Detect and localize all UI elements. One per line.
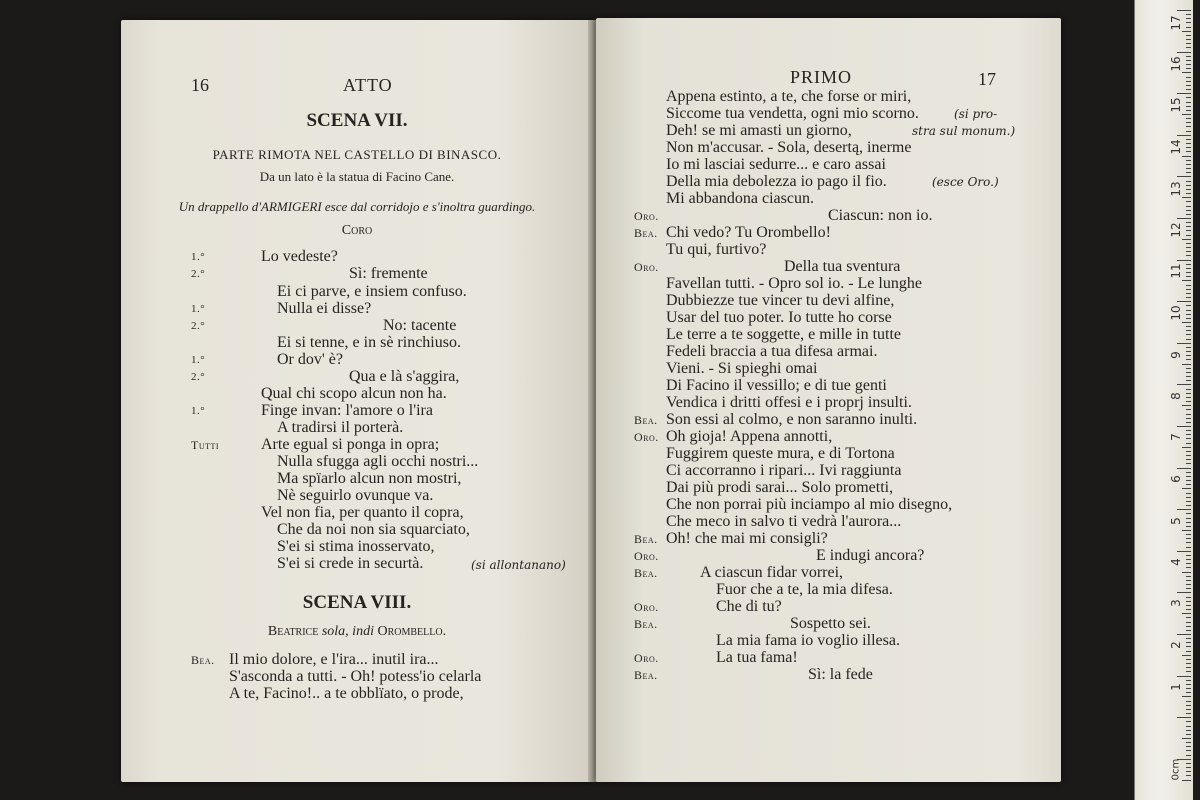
verse-line: Dubbiezze tue vincer tu devi alfine, [666, 292, 895, 309]
ruler-tick [1186, 285, 1191, 286]
verse-line: Sì: fremente [349, 265, 428, 282]
speaker-label: Oro. [634, 549, 659, 563]
ruler-tick [1182, 530, 1191, 531]
speaker-label: Bea. [634, 617, 658, 631]
ruler-label: 10 [1169, 305, 1183, 321]
verse-line: La tua fama! [716, 649, 798, 666]
ruler-tick [1186, 60, 1191, 61]
verse-line: Non m'accusar. - Sola, desertą, inerme [666, 139, 912, 156]
ruler-tick [1186, 193, 1191, 194]
ruler-label: 6 [1169, 475, 1183, 483]
ruler-tick [1186, 359, 1191, 360]
ruler-tick [1186, 476, 1191, 477]
ruler-tick [1186, 588, 1191, 589]
ruler-tick [1186, 314, 1191, 315]
ruler-tick [1182, 405, 1191, 406]
ruler-tick [1186, 526, 1191, 527]
ruler-label: 12 [1169, 222, 1183, 238]
ruler-tick [1186, 701, 1191, 702]
ruler-tick [1186, 118, 1191, 119]
ruler-tick [1186, 389, 1191, 390]
ruler-tick [1186, 409, 1191, 410]
ruler-tick [1186, 422, 1191, 423]
ruler-tick [1186, 305, 1191, 306]
right-page [596, 18, 1061, 782]
ruler-tick [1186, 534, 1191, 535]
ruler-tick [1186, 272, 1191, 273]
ruler-tick [1186, 771, 1191, 772]
ruler-tick [1186, 597, 1191, 598]
ruler-tick [1186, 355, 1191, 356]
ruler-tick [1186, 626, 1191, 627]
verse-line: S'ei si stima inosservato, [277, 538, 435, 555]
verse-line: Chi vedo? Tu Orombello! [666, 224, 831, 241]
ruler-tick [1186, 64, 1191, 65]
ruler-tick [1186, 334, 1191, 335]
ruler-tick [1186, 480, 1191, 481]
ruler-tick [1182, 696, 1191, 697]
ruler-label: 5 [1169, 517, 1183, 525]
ruler-tick [1186, 692, 1191, 693]
speaker-label: Oro. [634, 600, 659, 614]
ruler-tick [1186, 68, 1191, 69]
speaker-label: Bea. [634, 226, 658, 240]
ruler-label: 9 [1169, 351, 1183, 359]
ruler-label: 13 [1169, 181, 1183, 197]
verse-line: Nè seguirlo ovunque va. [277, 487, 434, 504]
ruler-tick [1186, 168, 1191, 169]
verse-line: Che di tu? [716, 598, 782, 615]
ruler-tick [1186, 680, 1191, 681]
speaker-label: Oro. [634, 260, 659, 274]
ruler-tick [1186, 746, 1191, 747]
ruler-tick [1186, 339, 1191, 340]
ruler-tick [1186, 443, 1191, 444]
ruler-tick [1186, 368, 1191, 369]
stage-direction: Un drappello d'ARMIGERI esce dal corridojo e s'inoltra guardingo. [178, 199, 536, 214]
ruler-label: 3 [1169, 599, 1183, 607]
ruler-tick [1186, 505, 1191, 506]
ruler-tick [1186, 81, 1191, 82]
verse-line: Finge invan: l'amore o l'ira [261, 402, 433, 419]
speaker-label: 2.° [191, 371, 206, 383]
speaker-label: 1.° [191, 303, 206, 315]
ruler-label: 16 [1169, 56, 1183, 72]
ruler-tick [1186, 609, 1191, 610]
ruler-tick [1186, 542, 1191, 543]
ruler-tick [1177, 10, 1191, 11]
ruler-tick [1186, 659, 1191, 660]
stage-direction [121, 623, 593, 641]
ruler-tick [1186, 563, 1191, 564]
ruler-tick [1186, 126, 1191, 127]
verse-line: Le terre a te soggette, e mille in tutte [666, 326, 902, 343]
speaker-label: 1.° [191, 405, 206, 417]
ruler-tick [1182, 613, 1191, 614]
speaker-label: 1.° [191, 354, 206, 366]
ruler-tick [1186, 617, 1191, 618]
ruler-tick [1186, 376, 1191, 377]
verse-line: S'ei si crede in securtà. [277, 555, 424, 572]
page-number: 16 [191, 75, 209, 95]
ruler-tick [1186, 763, 1191, 764]
ruler-tick [1186, 293, 1191, 294]
ruler-label: 14 [1169, 139, 1183, 155]
verse-line: Sì: la fede [808, 666, 873, 683]
verse-line: Mi abbandona ciascun. [666, 190, 814, 207]
ruler-tick [1186, 638, 1191, 639]
ruler-tick [1182, 280, 1191, 281]
ruler-tick [1186, 750, 1191, 751]
ruler-tick [1186, 181, 1191, 182]
verse-line: Che da noi non sia squarciato, [277, 521, 470, 538]
ruler-tick [1186, 380, 1191, 381]
verse-line: Ma spïarlo alcun non mostri, [277, 470, 462, 487]
verse-line: Qua e là s'aggira, [349, 368, 460, 385]
verse-line: Son essi al colmo, e non saranno inulti. [666, 411, 918, 428]
verse-line: Ei si tenne, e in sè rinchiuso. [277, 334, 461, 351]
ruler-tick [1186, 206, 1191, 207]
ruler-tick [1186, 397, 1191, 398]
ruler-tick [1186, 418, 1191, 419]
ruler-tick [1182, 322, 1191, 323]
ruler-tick [1186, 147, 1191, 148]
ruler-tick [1186, 151, 1191, 152]
ruler-tick [1186, 27, 1191, 28]
ruler-tick [1186, 89, 1191, 90]
ruler-tick [1186, 47, 1191, 48]
ruler-tick [1186, 56, 1191, 57]
ruler-tick [1186, 43, 1191, 44]
ruler-tick [1186, 630, 1191, 631]
ruler-tick [1186, 438, 1191, 439]
ruler-tick [1186, 318, 1191, 319]
ruler-tick [1186, 77, 1191, 78]
verse-line: Ei ci parve, e insiem confuso. [277, 283, 467, 300]
ruler-tick [1186, 538, 1191, 539]
ruler-tick [1186, 35, 1191, 36]
ruler-tick [1186, 414, 1191, 415]
ruler-tick [1186, 646, 1191, 647]
speaker-label: Bea. [634, 566, 658, 580]
ruler-tick [1186, 734, 1191, 735]
verse-line: Lo vedeste? [261, 248, 338, 265]
speaker-label: 2.° [191, 320, 206, 332]
ruler-tick [1186, 730, 1191, 731]
ruler-tick [1182, 364, 1191, 365]
ruler-tick [1186, 255, 1191, 256]
ruler-tick [1186, 430, 1191, 431]
verse-line: Tu qui, furtivo? [666, 241, 767, 258]
verse-line: Nulla ei disse? [277, 300, 372, 317]
ruler-tick [1186, 201, 1191, 202]
ruler-tick [1182, 114, 1191, 115]
ruler-tick [1186, 230, 1191, 231]
ruler-tick [1186, 459, 1191, 460]
stage-direction: (si pro- [954, 107, 998, 121]
ruler-tick [1182, 738, 1191, 739]
scene-setting: PARTE RIMOTA NEL CASTELLO DI BINASCO. [212, 147, 502, 162]
ruler-tick [1186, 160, 1191, 161]
ruler-label: 4 [1169, 558, 1183, 566]
running-head: ATTO [343, 75, 393, 95]
running-head: PRIMO [790, 67, 853, 87]
ruler-tick [1186, 143, 1191, 144]
verse-line: Deh! se mi amasti un giorno, [666, 122, 852, 139]
ruler-tick [1186, 484, 1191, 485]
ruler-tick [1186, 472, 1191, 473]
ruler-tick [1186, 567, 1191, 568]
ruler-tick [1186, 663, 1191, 664]
ruler-tick [1186, 131, 1191, 132]
verse-line: Ciascun: non io. [828, 207, 933, 224]
ruler-tick [1186, 226, 1191, 227]
ruler-tick [1186, 667, 1191, 668]
ruler-tick [1186, 580, 1191, 581]
verse-line: Fuggirem queste mura, e di Tortona [666, 445, 895, 462]
ruler-tick [1186, 671, 1191, 672]
ruler-tick [1186, 684, 1191, 685]
verse-line: A ciascun fidar vorrei, [700, 564, 844, 581]
verse-line: Siccome tua vendetta, ogni mio scorno. [666, 105, 919, 122]
ruler-tick [1186, 97, 1191, 98]
left-page [121, 20, 593, 782]
ruler-tick [1186, 522, 1191, 523]
ruler-tick [1186, 22, 1191, 23]
scene-title: SCENA VII. [306, 110, 408, 131]
ruler-label: 11 [1169, 263, 1183, 279]
verse-line: A tradirsi il porterà. [277, 419, 404, 436]
ruler-tick [1186, 106, 1191, 107]
ruler-tick [1186, 372, 1191, 373]
speaker-label: 2.° [191, 268, 206, 280]
ruler-tick [1186, 326, 1191, 327]
verse-line: Della mia debolezza io pago il fio. [666, 173, 887, 190]
speaker-label: Oro. [634, 651, 659, 665]
speaker-label: 1.° [191, 251, 206, 263]
ruler-tick [1182, 239, 1191, 240]
verse-line: Sospetto sei. [790, 615, 871, 632]
verse-line: No: tacente [383, 317, 457, 334]
ruler-label: 7 [1169, 433, 1183, 441]
ruler-tick [1186, 601, 1191, 602]
ruler-tick [1186, 767, 1191, 768]
speaker-label: Bea. [191, 653, 215, 667]
ruler-tick [1186, 330, 1191, 331]
ruler-tick [1186, 501, 1191, 502]
ruler-tick [1186, 434, 1191, 435]
ruler-tick [1186, 555, 1191, 556]
verse-line: S'asconda a tutti. - Oh! potess'io celarla [229, 668, 482, 685]
speaker-label: Tutti [191, 438, 220, 452]
ruler-tick [1186, 14, 1191, 15]
ruler-tick [1186, 688, 1191, 689]
speaker-label: Oro. [634, 209, 659, 223]
verse-line: E indugi ancora? [816, 547, 925, 564]
verse-line: Appena estinto, a te, che forse or miri, [666, 88, 912, 105]
ruler-tick [1186, 455, 1191, 456]
ruler-tick [1186, 102, 1191, 103]
ruler-tick [1186, 775, 1191, 776]
verse-line: Qual chi scopo alcun non ha. [261, 385, 447, 402]
speaker-label: Oro. [634, 430, 659, 444]
scene-subsetting: Da un lato è la statua di Facino Cane. [259, 169, 455, 184]
verse-line: Oh gioja! Appena annotti, [666, 428, 833, 445]
verse-line: Nulla sfugga agli occhi nostri... [277, 453, 479, 470]
ruler-tick [1182, 197, 1191, 198]
ruler-tick [1186, 742, 1191, 743]
verse-line: A te, Facino!.. a te obblïato, o prode, [229, 685, 464, 702]
ruler-tick [1186, 210, 1191, 211]
ruler-tick [1186, 164, 1191, 165]
ruler-tick [1186, 268, 1191, 269]
verse-line: Or dov' è? [277, 351, 343, 368]
speaker-label: Bea. [634, 532, 658, 546]
ruler-tick [1186, 721, 1191, 722]
verse-line: Ci accorranno i ripari... Ivi raggiunta [666, 462, 902, 479]
ruler-tick [1186, 251, 1191, 252]
verse-line: Usar del tuo poter. Io tutte ho corse [666, 309, 892, 326]
verse-line: Oh! che mai mi consigli? [666, 530, 828, 547]
verse-line: Vendica i dritti offesi e i proprj insulti. [666, 394, 912, 411]
ruler-tick [1186, 243, 1191, 244]
character-name: Beatrice [267, 624, 319, 639]
verse-line: Di Facino il vessillo; e di tue genti [666, 377, 887, 394]
ruler-tick [1186, 605, 1191, 606]
ruler-tick [1186, 247, 1191, 248]
verse-line: Favellan tutti. - Opro sol io. - Le lunghe [666, 275, 922, 292]
ruler-tick [1186, 289, 1191, 290]
ruler-tick [1186, 726, 1191, 727]
direction-text: sola, indi [321, 624, 374, 639]
ruler-tick [1186, 85, 1191, 86]
ruler-label: 0cm [1170, 758, 1182, 781]
verse-line: Arte egual si ponga in opra; [261, 436, 440, 453]
verse-line: Io mi lasciai sedurre... e caro assai [666, 156, 886, 173]
ruler-tick [1186, 713, 1191, 714]
page-number: 17 [978, 69, 996, 89]
measuring-ruler [1134, 0, 1193, 800]
verse-line: Che meco in salvo ti vedrà l'aurora... [666, 513, 902, 530]
character-name: Orombello. [377, 624, 447, 639]
verse-line: Vel non fia, per quanto il copra, [261, 504, 464, 521]
ruler-tick [1186, 139, 1191, 140]
ruler-tick [1186, 110, 1191, 111]
ruler-tick [1186, 347, 1191, 348]
ruler-tick [1182, 156, 1191, 157]
ruler-tick [1186, 584, 1191, 585]
stage-direction: (si allontanano) [471, 558, 566, 572]
ruler-label: 2 [1169, 641, 1183, 649]
ruler-tick [1182, 655, 1191, 656]
ruler-tick [1186, 393, 1191, 394]
ruler-tick [1182, 780, 1191, 781]
ruler-tick [1186, 235, 1191, 236]
ruler-tick [1186, 401, 1191, 402]
ruler-tick [1186, 222, 1191, 223]
ruler-tick [1186, 214, 1191, 215]
ruler-tick [1186, 705, 1191, 706]
ruler-tick [1182, 488, 1191, 489]
ruler-tick [1182, 572, 1191, 573]
ruler-tick [1186, 463, 1191, 464]
ruler-tick [1186, 276, 1191, 277]
ruler-label: 1 [1169, 683, 1183, 691]
ruler-tick [1186, 351, 1191, 352]
ruler-tick [1186, 622, 1191, 623]
ruler-tick [1186, 185, 1191, 186]
ruler-label: 17 [1169, 15, 1183, 31]
ruler-label: 15 [1169, 97, 1183, 113]
ruler-tick [1186, 18, 1191, 19]
speaker-label: Bea. [634, 413, 658, 427]
ruler-tick [1186, 264, 1191, 265]
ruler-tick [1182, 72, 1191, 73]
verse-line: Dai più prodi sarai... Solo prometti, [666, 479, 894, 496]
stage-direction: (esce Oro.) [932, 175, 999, 189]
ruler-tick [1186, 547, 1191, 548]
speaker-label: Bea. [634, 668, 658, 682]
ruler-tick [1186, 559, 1191, 560]
verse-line: La mia fama io voglio illesa. [716, 632, 900, 649]
ruler-tick [1182, 31, 1191, 32]
ruler-tick [1186, 755, 1191, 756]
ruler-tick [1186, 172, 1191, 173]
ruler-tick [1186, 709, 1191, 710]
ruler-tick [1186, 651, 1191, 652]
ruler-tick [1186, 451, 1191, 452]
verse-line: Il mio dolore, e l'ira... inutil ira... [229, 651, 439, 668]
ruler-tick [1186, 518, 1191, 519]
ruler-tick [1186, 297, 1191, 298]
verse-line: Vieni. - Si spieghi omai [666, 360, 818, 377]
verse-line: Fedeli braccia a tua difesa armai. [666, 343, 878, 360]
verse-line: Che non porrai più inciampo al mio disegno, [666, 496, 953, 513]
ruler-tick [1186, 513, 1191, 514]
ruler-tick [1186, 576, 1191, 577]
ruler-tick [1186, 493, 1191, 494]
ruler-tick [1177, 717, 1191, 718]
ruler-tick [1186, 497, 1191, 498]
verse-line: Della tua sventura [784, 258, 901, 275]
ruler-tick [1186, 122, 1191, 123]
chorus-heading: Coro [341, 223, 373, 238]
ruler-tick [1186, 39, 1191, 40]
ruler-tick [1186, 642, 1191, 643]
scene-title: SCENA VIII. [302, 592, 412, 613]
ruler-tick [1186, 189, 1191, 190]
ruler-tick [1186, 310, 1191, 311]
stage-direction: stra sul monum.) [912, 124, 1016, 138]
verse-line: Fuor che a te, la mia difesa. [716, 581, 893, 598]
ruler-tick [1182, 447, 1191, 448]
ruler-label: 8 [1169, 392, 1183, 400]
